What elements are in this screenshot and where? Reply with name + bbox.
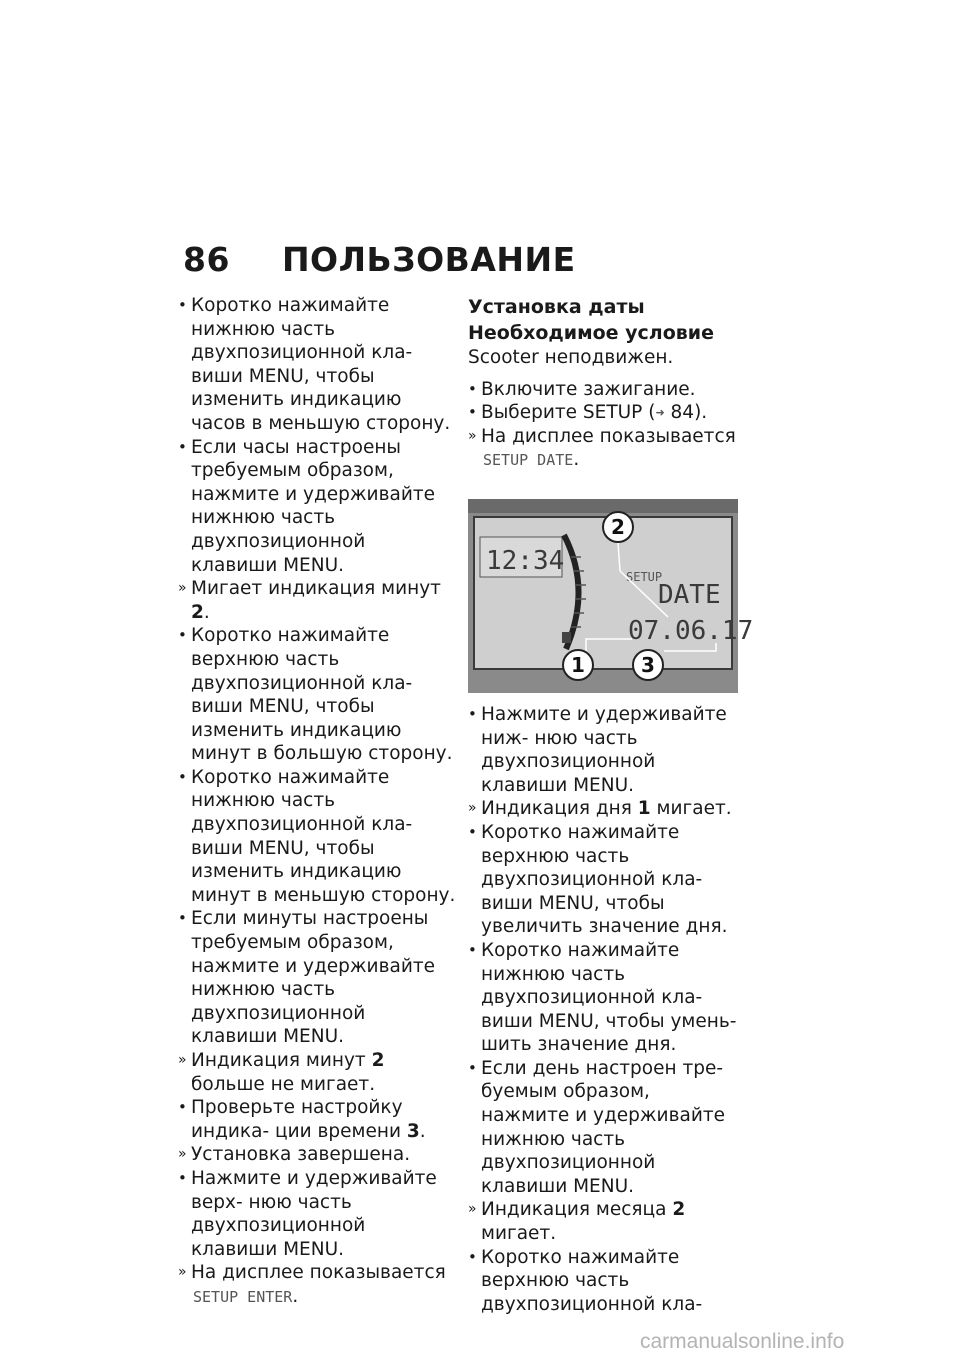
bullet-marker: • bbox=[468, 704, 477, 723]
result-marker: » bbox=[178, 1264, 187, 1281]
result-item bbox=[468, 425, 740, 473]
step-text: Коротко нажимайте верхнюю часть двухпозиционной кла- bbox=[481, 1246, 703, 1315]
step-text-suffix: . bbox=[573, 449, 580, 471]
result-item bbox=[178, 1049, 456, 1096]
date-value: 07.06.17 bbox=[628, 615, 754, 646]
dashboard-display-photo bbox=[468, 499, 754, 693]
step-text-suffix: мигает. bbox=[481, 1223, 557, 1245]
step-item bbox=[468, 939, 740, 1057]
step-item bbox=[178, 1167, 456, 1261]
reference-number: 3 bbox=[406, 1120, 420, 1142]
step-item bbox=[468, 821, 740, 939]
bullet-marker: • bbox=[178, 296, 187, 314]
step-text: На дисплее показывается bbox=[481, 425, 736, 447]
svg-text:3: 3 bbox=[641, 652, 655, 677]
result-item bbox=[468, 1198, 740, 1245]
step-text: Если часы настроены требуемым образом, нажмите и удерживайте нижнюю часть двухпозиционной клавиши MENU. bbox=[191, 436, 435, 576]
step-text-suffix: больше не мигает. bbox=[191, 1073, 376, 1095]
step-text-suffix: . bbox=[203, 601, 210, 623]
step-item bbox=[468, 401, 740, 425]
step-text: Включите зажигание. bbox=[481, 378, 696, 400]
clock-display: 12:34 bbox=[486, 545, 565, 576]
step-text: Индикация дня bbox=[481, 798, 638, 820]
date-word: DATE bbox=[658, 579, 721, 610]
left-column bbox=[178, 294, 456, 1310]
watermark: carmanualsonline.info bbox=[640, 1330, 845, 1353]
bullet-marker: • bbox=[468, 822, 477, 841]
bullet-marker: • bbox=[178, 626, 187, 645]
step-item bbox=[468, 378, 740, 402]
result-marker: » bbox=[178, 580, 187, 597]
bullet-marker: • bbox=[468, 1247, 477, 1266]
result-marker: » bbox=[468, 1201, 477, 1218]
svg-text:1: 1 bbox=[571, 652, 585, 677]
prerequisite-text: Scooter неподвижен. bbox=[468, 347, 674, 368]
result-marker: » bbox=[468, 427, 477, 444]
reference-number: 2 bbox=[672, 1199, 686, 1221]
step-text: Если день настроен тре- буемым образом, нажмите и удерживайте нижнюю часть двухпозиционной клавиши MENU. bbox=[481, 1057, 725, 1197]
result-item bbox=[178, 577, 456, 624]
steps-after-figure bbox=[468, 703, 740, 1316]
fuel-icon bbox=[562, 632, 571, 643]
result-marker: » bbox=[178, 1052, 187, 1068]
bullet-marker: • bbox=[178, 437, 187, 456]
step-text: Индикация минут bbox=[191, 1050, 372, 1071]
step-item bbox=[178, 766, 456, 908]
step-text: На дисплее показывается bbox=[191, 1262, 446, 1284]
step-item bbox=[178, 624, 456, 766]
step-item bbox=[178, 436, 456, 578]
display-text: SETUP DATE bbox=[483, 451, 574, 470]
step-text: Установка завершена. bbox=[191, 1144, 411, 1166]
callout-1 bbox=[563, 650, 593, 680]
page-header bbox=[183, 240, 576, 279]
step-text: Коротко нажимайте нижнюю часть двухпозиционной кла- виши MENU, чтобы изменить индикацию минут в меньшую сторону. bbox=[191, 766, 456, 906]
step-text-suffix: . bbox=[419, 1120, 426, 1142]
bullet-marker: • bbox=[468, 940, 477, 959]
svg-text:2: 2 bbox=[611, 514, 625, 539]
step-item bbox=[468, 1246, 740, 1317]
result-item bbox=[178, 1261, 456, 1309]
page-title: ПОЛЬЗОВАНИЕ bbox=[281, 240, 576, 279]
step-text: Выберите SETUP ( bbox=[481, 402, 656, 424]
step-text-suffix: . bbox=[292, 1285, 299, 1307]
step-text: Коротко нажимайте верхнюю часть двухпозиционной кла- виши MENU, чтобы увеличить значение дня. bbox=[481, 821, 728, 938]
reference-number: 2 bbox=[191, 601, 204, 623]
setup-label: SETUP bbox=[626, 569, 663, 584]
callout-2 bbox=[603, 512, 633, 542]
bullet-marker: • bbox=[178, 1098, 187, 1117]
bullet-marker: • bbox=[468, 379, 477, 398]
bullet-marker: • bbox=[468, 1058, 477, 1077]
step-item bbox=[178, 294, 456, 436]
photo-frame bbox=[468, 499, 738, 513]
page-number: 86 bbox=[183, 240, 230, 279]
step-text: Если минуты настроены требуемым образом, нажмите и удерживайте нижнюю часть двухпозиционной клавиши MENU. bbox=[191, 908, 435, 1048]
section-heading: Установка даты bbox=[468, 296, 645, 318]
step-text: Коротко нажимайте верхнюю часть двухпозиционной кла- виши MENU, чтобы изменить индикацию минут в большую сторону. bbox=[191, 625, 453, 765]
reference-number: 2 bbox=[371, 1050, 385, 1071]
bullet-marker: • bbox=[468, 403, 477, 422]
bullet-marker: • bbox=[178, 909, 187, 928]
step-text-suffix: мигает. bbox=[650, 798, 732, 820]
prerequisite-heading: Необходимое условие bbox=[468, 322, 714, 344]
reference-number: 1 bbox=[637, 798, 651, 820]
step-item bbox=[178, 1096, 456, 1143]
callout-3 bbox=[633, 650, 663, 680]
step-text: Нажмите и удерживайте верх- нюю часть двухпозиционной клавиши MENU. bbox=[191, 1167, 437, 1260]
step-text: Коротко нажимайте нижнюю часть двухпозиционной кла- виши MENU, чтобы изменить индикацию часов в меньшую сторону. bbox=[191, 295, 451, 434]
bullet-marker: • bbox=[178, 1168, 187, 1187]
page-reference-arrow-icon: ➜ bbox=[655, 406, 665, 420]
step-text: Проверьте настройку индика- ции времени bbox=[191, 1097, 407, 1142]
step-text: Коротко нажимайте нижнюю часть двухпозиционной кла- виши MENU, чтобы умень- шить значение дня. bbox=[481, 939, 737, 1056]
right-column bbox=[468, 294, 754, 1316]
step-text: Нажмите и удерживайте ниж- нюю часть двухпозиционной клавиши MENU. bbox=[481, 703, 727, 796]
bullet-marker: • bbox=[178, 767, 187, 786]
step-item bbox=[468, 703, 740, 797]
step-text: Мигает индикация минут bbox=[191, 578, 441, 600]
step-item bbox=[178, 907, 456, 1049]
result-item bbox=[468, 797, 740, 821]
result-marker: » bbox=[178, 1146, 187, 1163]
step-item bbox=[468, 1057, 740, 1199]
result-item bbox=[178, 1143, 456, 1167]
steps-before-figure bbox=[468, 378, 740, 473]
result-marker: » bbox=[468, 800, 477, 817]
step-text-suffix: 84). bbox=[664, 402, 708, 424]
step-text: Индикация месяца bbox=[481, 1199, 673, 1221]
display-text: SETUP ENTER bbox=[193, 1287, 293, 1306]
